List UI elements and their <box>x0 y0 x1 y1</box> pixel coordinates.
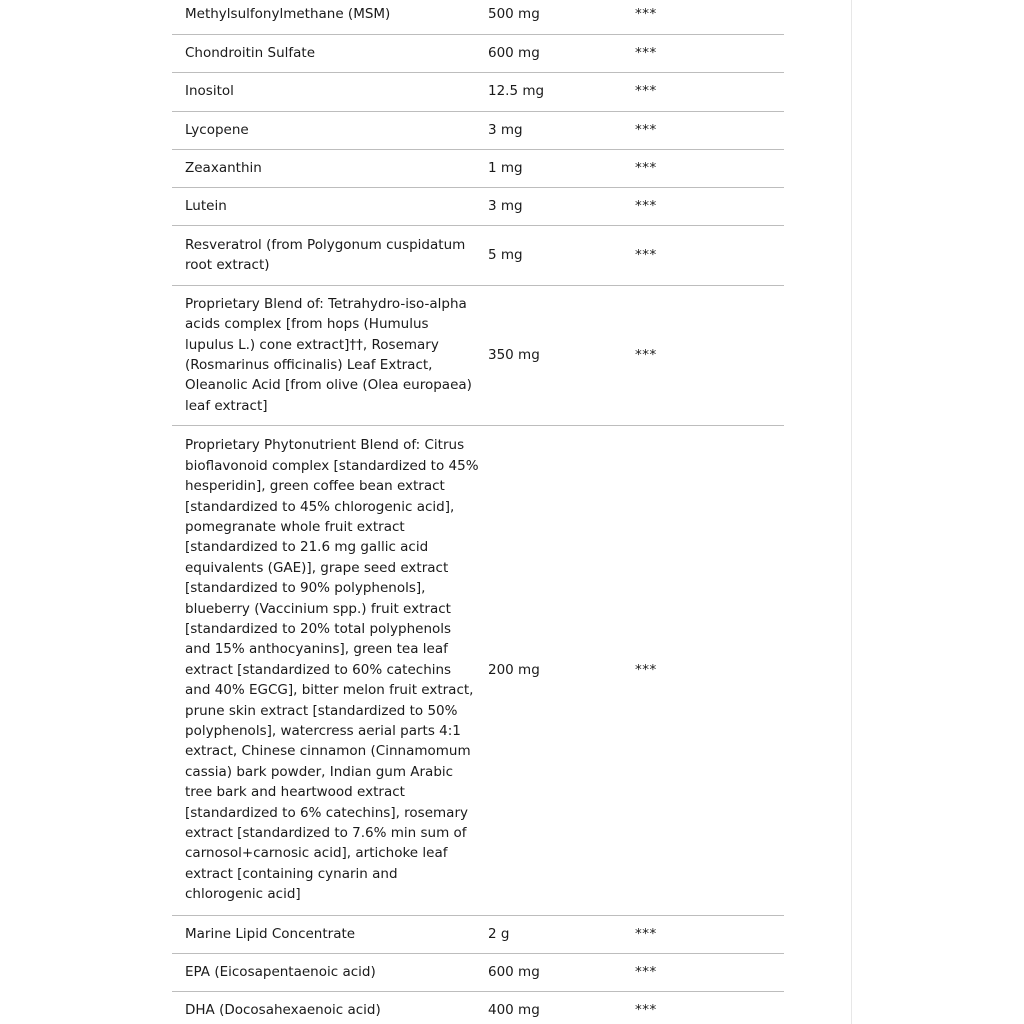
ingredient-name <box>172 187 483 225</box>
ingredient-name <box>172 72 483 111</box>
ingredient-name <box>172 149 483 187</box>
ingredient-amount: 3 mg <box>483 187 630 225</box>
ingredient-amount: 350 mg <box>483 285 630 425</box>
ingredient-name <box>172 991 483 1024</box>
ingredient-name <box>172 953 483 991</box>
ingredient-amount: 400 mg <box>488 1002 540 1019</box>
table-row <box>172 225 784 285</box>
table-row <box>172 953 784 991</box>
ingredient-amount: 12.5 mg <box>483 72 630 111</box>
ingredient-amount: 200 mg <box>483 425 630 915</box>
table-row <box>172 187 784 225</box>
ingredient-amount: 500 mg <box>483 0 630 34</box>
daily-value: *** <box>630 34 784 72</box>
daily-value: *** <box>630 225 784 285</box>
ingredient-name <box>172 425 483 915</box>
ingredient-name <box>172 0 483 34</box>
table-row <box>172 285 784 425</box>
daily-value: *** <box>630 0 784 34</box>
ingredient-amount: 2 g <box>483 915 630 953</box>
daily-value: *** <box>630 187 784 225</box>
daily-value: *** <box>630 72 784 111</box>
daily-value: *** <box>630 285 784 425</box>
table-row <box>172 915 784 953</box>
ingredient-text: Lutein <box>185 197 227 214</box>
ingredient-text: DHA (Docosahexaenoic acid) <box>185 1002 381 1019</box>
ingredient-name <box>172 285 483 425</box>
ingredient-text: Methylsulfonylmethane (MSM) <box>185 5 391 22</box>
table-row <box>172 111 784 149</box>
ingredient-text: EPA (Eicosapentaenoic acid) <box>185 963 376 980</box>
ingredient-name <box>172 34 483 72</box>
daily-value: *** <box>630 425 784 915</box>
supplement-facts-panel <box>172 0 852 1024</box>
daily-value: *** <box>630 111 784 149</box>
ingredient-text: Resveratrol (from Polygonum cuspidatum root extract) <box>185 236 466 273</box>
daily-value: *** <box>630 915 784 953</box>
ingredient-amount: 600 mg <box>483 953 630 991</box>
ingredient-name <box>172 225 483 285</box>
ingredient-text: Proprietary Phytonutrient Blend of: Citrus bioflavonoid complex [standardized to 45% hesperidin], green coffee bean extract [standardized to 45% chlorogenic acid], pomegranate whole fruit extract [standardized to 21.6 mg gallic acid equivalents (GAE)], grape seed extract [standardized to 90% polyphenols], blueberry (Vaccinium spp.) fruit extract [standardized to 20% total polyphenols and 15% anthocyanins], green tea leaf extract [standardized to 60% catechins and 40% EGCG], bitter melon fruit extract, prune skin extract [standardized to 50% polyphenols], watercress aerial parts 4:1 extract, Chinese cinnamon (Cinnamomum cassia) bark powder, Indian gum Arabic tree bark and heartwood extract [standardized to 6% catechins], rosemary extract [standardized to 7.6% min sum of carnosol+carnosic acid], artichoke leaf extract [containing cynarin and chlorogenic acid] <box>185 437 479 903</box>
table-row <box>172 0 784 34</box>
table-row <box>172 34 784 72</box>
table-row <box>172 149 784 187</box>
ingredient-name <box>172 915 483 953</box>
ingredient-text: Inositol <box>185 83 234 100</box>
daily-value: *** <box>630 953 784 991</box>
ingredient-text: Zeaxanthin <box>185 159 262 176</box>
ingredient-name <box>172 111 483 149</box>
ingredient-text: Marine Lipid Concentrate <box>185 925 356 942</box>
ingredient-amount: 5 mg <box>483 225 630 285</box>
ingredient-amount: 3 mg <box>483 111 630 149</box>
ingredient-text: Lycopene <box>185 121 249 138</box>
ingredient-amount: 600 mg <box>483 34 630 72</box>
ingredient-text: Chondroitin Sulfate <box>185 44 316 61</box>
table-row <box>172 991 784 1024</box>
table-row <box>172 425 784 915</box>
daily-value: *** <box>630 149 784 187</box>
ingredient-text: Proprietary Blend of: Tetrahydro-iso-alpha acids complex [from hops (Humulus lupulus L.) cone extract]††, Rosemary (Rosmarinus officinalis) Leaf Extract, Oleanolic Acid [from olive (Olea europaea) leaf extract] <box>185 295 472 414</box>
daily-value: *** <box>635 1002 657 1019</box>
ingredient-amount: 1 mg <box>483 149 630 187</box>
table-row <box>172 72 784 111</box>
supplement-facts-table <box>172 0 784 1024</box>
